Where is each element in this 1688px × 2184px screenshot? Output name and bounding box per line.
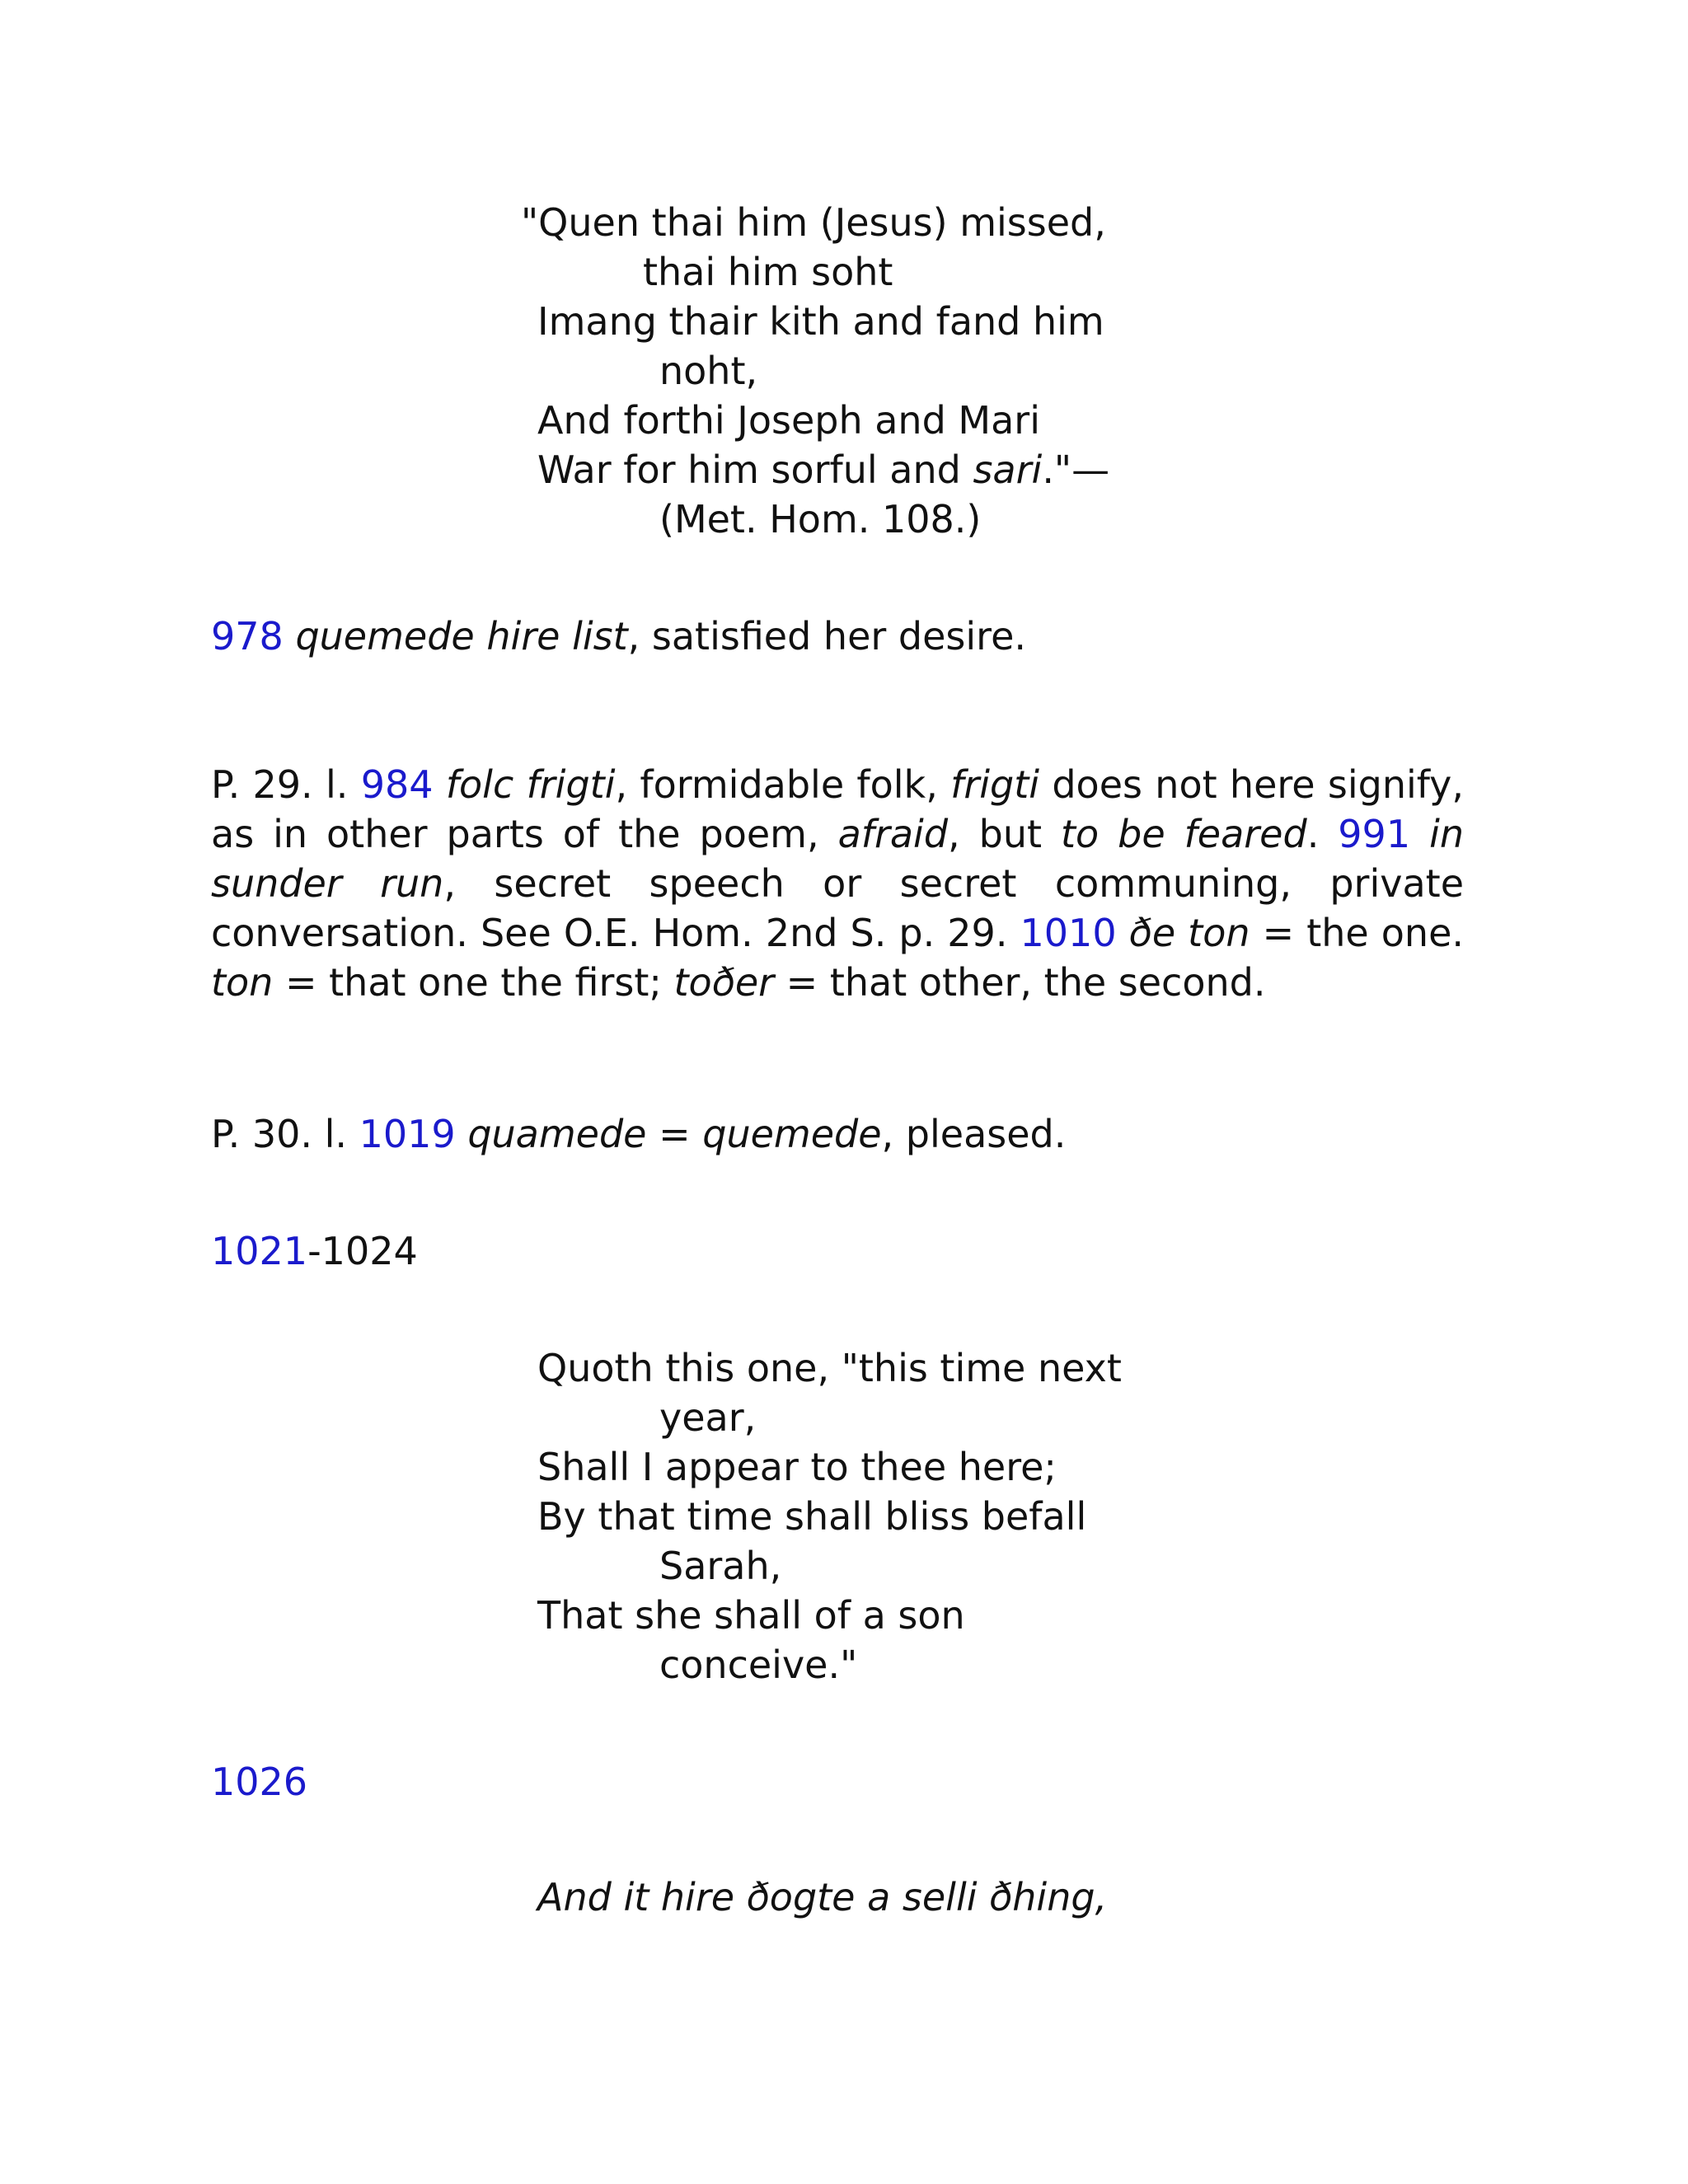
poem3-line-1: [537, 1872, 1107, 1922]
poem2-line-4: By that time shall bliss befall: [537, 1494, 1087, 1539]
line-ref-1010[interactable]: 1010: [1020, 911, 1117, 955]
poem2-line-3: Shall I appear to thee here;: [537, 1445, 1057, 1489]
p30-prefix: P. 30. l.: [211, 1112, 359, 1156]
note-978-gloss: , satisfied her desire.: [627, 614, 1026, 658]
p29-italic-2: frigti: [950, 762, 1040, 807]
note-p30: [211, 1109, 1066, 1159]
line-ref-978[interactable]: 978: [211, 614, 284, 658]
poem1-line-2: thai him soht: [643, 250, 893, 294]
p29-text-3: , but: [948, 812, 1061, 856]
poem1-line-1: "Quen thai him (Jesus) missed,: [521, 200, 1106, 245]
poem1-line-6-end: ."—: [1042, 448, 1110, 492]
p29-text-8: = that other, the second.: [774, 960, 1266, 1005]
line-ref-1019[interactable]: 1019: [359, 1112, 456, 1156]
poem2-line-6: That she shall of a son: [537, 1593, 965, 1638]
line-ref-991[interactable]: 991: [1338, 812, 1411, 856]
p29-text-4: .: [1306, 812, 1339, 856]
poem1-line-6-italic: sari: [973, 448, 1043, 492]
p30-text-2: , pleased.: [881, 1112, 1067, 1156]
note-p29: [211, 760, 1464, 1007]
poem3-line-1-text: And it hire ðogte a selli ðhing,: [537, 1875, 1108, 1919]
note-1021-1024: [211, 1226, 418, 1276]
line-ref-1026[interactable]: 1026: [211, 1760, 308, 1804]
p29-italic-8: toðer: [673, 960, 775, 1005]
poem1-line-3: Imang thair kith and fand him: [537, 299, 1104, 344]
p29-text-5: , secret speech or secret communing, private conversation. See O.E. Hom. 2nd S. p. 29.: [211, 861, 1465, 955]
p29-italic-4: to be feared: [1060, 812, 1307, 856]
p29-italic-3: afraid: [837, 812, 949, 856]
p29-prefix: P. 29. l.: [211, 762, 361, 807]
poem2-line-5: Sarah,: [659, 1544, 782, 1588]
poem2-line-7: conceive.": [659, 1643, 858, 1687]
poem1-line-4: noht,: [659, 349, 758, 393]
note-978: [211, 612, 1026, 661]
p29-text-7: = that one the first;: [273, 960, 674, 1005]
p29-italic-6: ðe ton: [1128, 911, 1250, 955]
poem1-line-6: [537, 445, 1109, 494]
note-1026: [211, 1757, 307, 1807]
p29-text-1: , formidable folk,: [615, 762, 951, 807]
note-978-phrase: quemede hire list: [295, 614, 628, 658]
p30-text-1: =: [646, 1112, 703, 1156]
p29-text-2: does not here signify, as in other parts of the poem,: [211, 762, 1465, 856]
p29-italic-7: ton: [211, 960, 274, 1005]
p29-italic-1: folc frigti: [445, 762, 616, 807]
p30-italic-1: quamede: [467, 1112, 647, 1156]
poem2-line-1: Quoth this one, "this time next: [537, 1346, 1122, 1390]
p29-text-6: = the one.: [1250, 911, 1464, 955]
line-ref-1021[interactable]: 1021: [211, 1229, 308, 1273]
poem2-line-2: year,: [659, 1395, 757, 1440]
poem1-line-5: And forthi Joseph and Mari: [537, 398, 1040, 443]
poem1-line-7: (Met. Hom. 108.): [659, 497, 982, 541]
line-ref-984[interactable]: 984: [360, 762, 434, 807]
range-end: -1024: [307, 1229, 418, 1273]
p30-italic-2: quemede: [702, 1112, 882, 1156]
poem1-line-6-text: War for him sorful and: [537, 448, 973, 492]
p29-italic-5: in sunder run: [211, 812, 1464, 906]
